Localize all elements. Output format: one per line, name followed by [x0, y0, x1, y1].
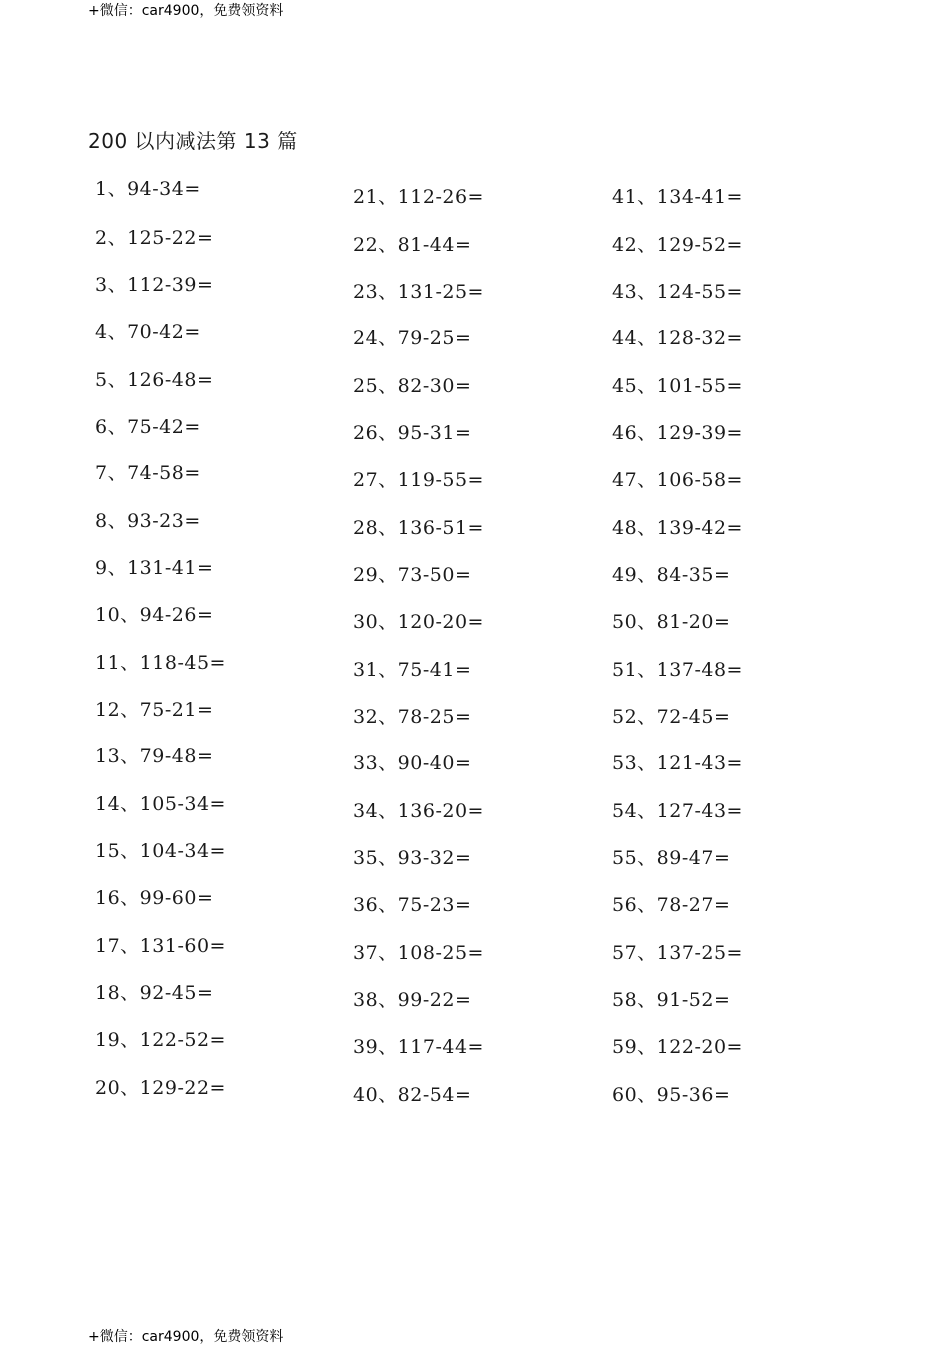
problem-item: 5、126-48= — [95, 369, 214, 391]
problem-item: 47、106-58= — [612, 469, 743, 491]
problem-item: 10、94-26= — [95, 604, 214, 626]
problem-item: 24、79-25= — [353, 327, 472, 349]
problem-item: 3、112-39= — [95, 274, 214, 296]
problem-item: 1、94-34= — [95, 178, 201, 200]
problem-item: 20、129-22= — [95, 1077, 226, 1099]
problem-item: 54、127-43= — [612, 800, 743, 822]
problem-item: 33、90-40= — [353, 752, 472, 774]
problem-item: 41、134-41= — [612, 186, 743, 208]
problem-item: 38、99-22= — [353, 989, 472, 1011]
problem-item: 44、128-32= — [612, 327, 743, 349]
problem-item: 55、89-47= — [612, 847, 731, 869]
problem-item: 50、81-20= — [612, 611, 731, 633]
problem-item: 52、72-45= — [612, 706, 731, 728]
problem-item: 4、70-42= — [95, 321, 201, 343]
problem-item: 23、131-25= — [353, 281, 484, 303]
problem-item: 14、105-34= — [95, 793, 226, 815]
problem-item: 16、99-60= — [95, 887, 214, 909]
problem-item: 58、91-52= — [612, 989, 731, 1011]
problem-item: 25、82-30= — [353, 375, 472, 397]
problem-item: 19、122-52= — [95, 1029, 226, 1051]
problem-item: 27、119-55= — [353, 469, 484, 491]
problem-item: 39、117-44= — [353, 1036, 484, 1058]
problem-item: 21、112-26= — [353, 186, 484, 208]
problem-item: 8、93-23= — [95, 510, 201, 532]
problem-item: 30、120-20= — [353, 611, 484, 633]
problem-item: 15、104-34= — [95, 840, 226, 862]
problem-item: 57、137-25= — [612, 942, 743, 964]
problem-item: 36、75-23= — [353, 894, 472, 916]
problem-item: 31、75-41= — [353, 659, 472, 681]
problem-item: 11、118-45= — [95, 652, 226, 674]
footer-note: +微信：car4900，免费领资料 — [88, 1329, 284, 1345]
problem-item: 26、95-31= — [353, 422, 472, 444]
problem-item: 35、93-32= — [353, 847, 472, 869]
problem-item: 42、129-52= — [612, 234, 743, 256]
problem-item: 18、92-45= — [95, 982, 214, 1004]
problem-item: 53、121-43= — [612, 752, 743, 774]
problem-item: 56、78-27= — [612, 894, 731, 916]
problem-item: 37、108-25= — [353, 942, 484, 964]
problem-item: 6、75-42= — [95, 416, 201, 438]
problem-item: 48、139-42= — [612, 517, 743, 539]
header-note: +微信：car4900，免费领资料 — [88, 3, 284, 19]
problem-item: 49、84-35= — [612, 564, 731, 586]
problem-item: 9、131-41= — [95, 557, 214, 579]
problem-item: 2、125-22= — [95, 227, 214, 249]
problem-item: 51、137-48= — [612, 659, 743, 681]
problem-item: 17、131-60= — [95, 935, 226, 957]
problem-item: 43、124-55= — [612, 281, 743, 303]
problem-item: 46、129-39= — [612, 422, 743, 444]
problem-item: 29、73-50= — [353, 564, 472, 586]
problem-item: 22、81-44= — [353, 234, 472, 256]
problem-item: 32、78-25= — [353, 706, 472, 728]
problem-item: 60、95-36= — [612, 1084, 731, 1106]
problem-item: 28、136-51= — [353, 517, 484, 539]
problem-item: 13、79-48= — [95, 745, 214, 767]
problem-item: 45、101-55= — [612, 375, 743, 397]
problem-item: 59、122-20= — [612, 1036, 743, 1058]
problem-item: 7、74-58= — [95, 462, 201, 484]
page-title: 200 以内减法第 13 篇 — [88, 129, 298, 153]
problem-item: 40、82-54= — [353, 1084, 472, 1106]
problem-item: 12、75-21= — [95, 699, 214, 721]
problem-item: 34、136-20= — [353, 800, 484, 822]
